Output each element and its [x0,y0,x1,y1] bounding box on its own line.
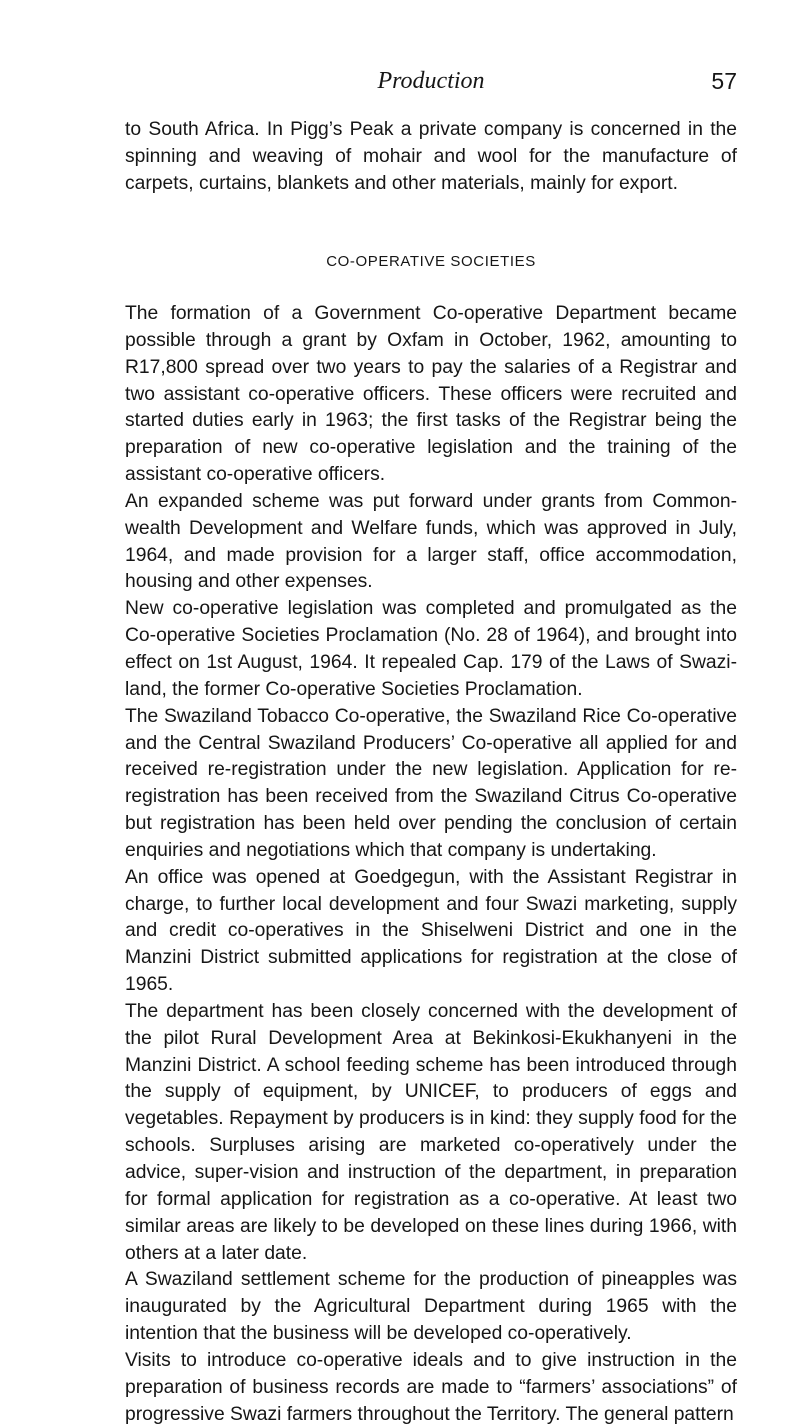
running-title: Production [377,68,485,94]
paragraph: New co-operative legislation was completed and promulgated as the Co-operative Societies Proclamation (No. 28 of 1964), and brought into effect on 1st August, 1964. It repealed Cap. 179 of the Laws of Swazi-land, the former Co-operative Societies Proclamation. [125,598,737,700]
paragraph: Visits to introduce co-operative ideals and to give instruction in the preparation of business records are made to “farmers’ associations” of progressive Swazi farmers throughout the Territory. The general pattern [125,1349,737,1425]
paragraph: The department has been closely concerned with the development of the pilot Rural Development Area at Bekinkosi-Ekukhanyeni in the Manzini District. A school feeding scheme has been introduced through the supply of equipment, by UNICEF, to producers of eggs and vegetables. Repayment by producers is in kind: they supply food for the schools. Surpluses arising are marketed co-operatively under the advice, super-vision and instruction of the department, in preparation for formal application for registration as a co-operative. At least two similar areas are likely to be developed on these lines during 1966, with others at a later date. [125,1000,737,1264]
paragraph: An office was opened at Goedgegun, with the Assistant Registrar in charge, to further local development and four Swazi marketing, supply and credit co-operatives in the Shiselweni District and one in the Manzini District submitted applications for registration at the close of 1965. [125,866,737,996]
section-body [125,301,737,1428]
paragraph: A Swaziland settlement scheme for the production of pineapples was inaugurated by the Agricultural Department during 1965 with the intention that the business will be developed co-operatively. [125,1269,737,1345]
section-heading: CO-OPERATIVE SOCIETIES [326,253,536,270]
page-number: 57 [711,68,737,94]
paragraph: The formation of a Government Co-operative Department became possible through a grant by Oxfam in October, 1962, amounting to R17,800 spread over two years to pay the salaries of a Registrar and two assistant co-operative officers. These officers were recruited and started duties early in 1963; the first tasks of the Registrar being the preparation of new co-operative legislation and the training of the assistant co-operative officers. [125,303,737,486]
intro-text-block [125,117,737,198]
paragraph: The Swaziland Tobacco Co-operative, the Swaziland Rice Co-operative and the Central Swaziland Producers’ Co-operative all applied for and received re-registration under the new legislation. Application for re-registration has been received from the Swaziland Citrus Co-operative but registration has been held over pending the conclusion of certain enquiries and negotiations which that company is undertaking. [125,705,737,861]
paragraph: An expanded scheme was put forward under grants from Common-wealth Development and Welfare funds, which was approved in July, 1964, and made provision for a larger staff, office accommodation, housing and other expenses. [125,490,737,593]
running-header [125,66,737,96]
intro-paragraph: to South Africa. In Pigg’s Peak a private company is concerned in the spinning and weaving of mohair and wool for the manufacture of carpets, curtains, blankets and other materials, mainly for export. [125,119,737,194]
